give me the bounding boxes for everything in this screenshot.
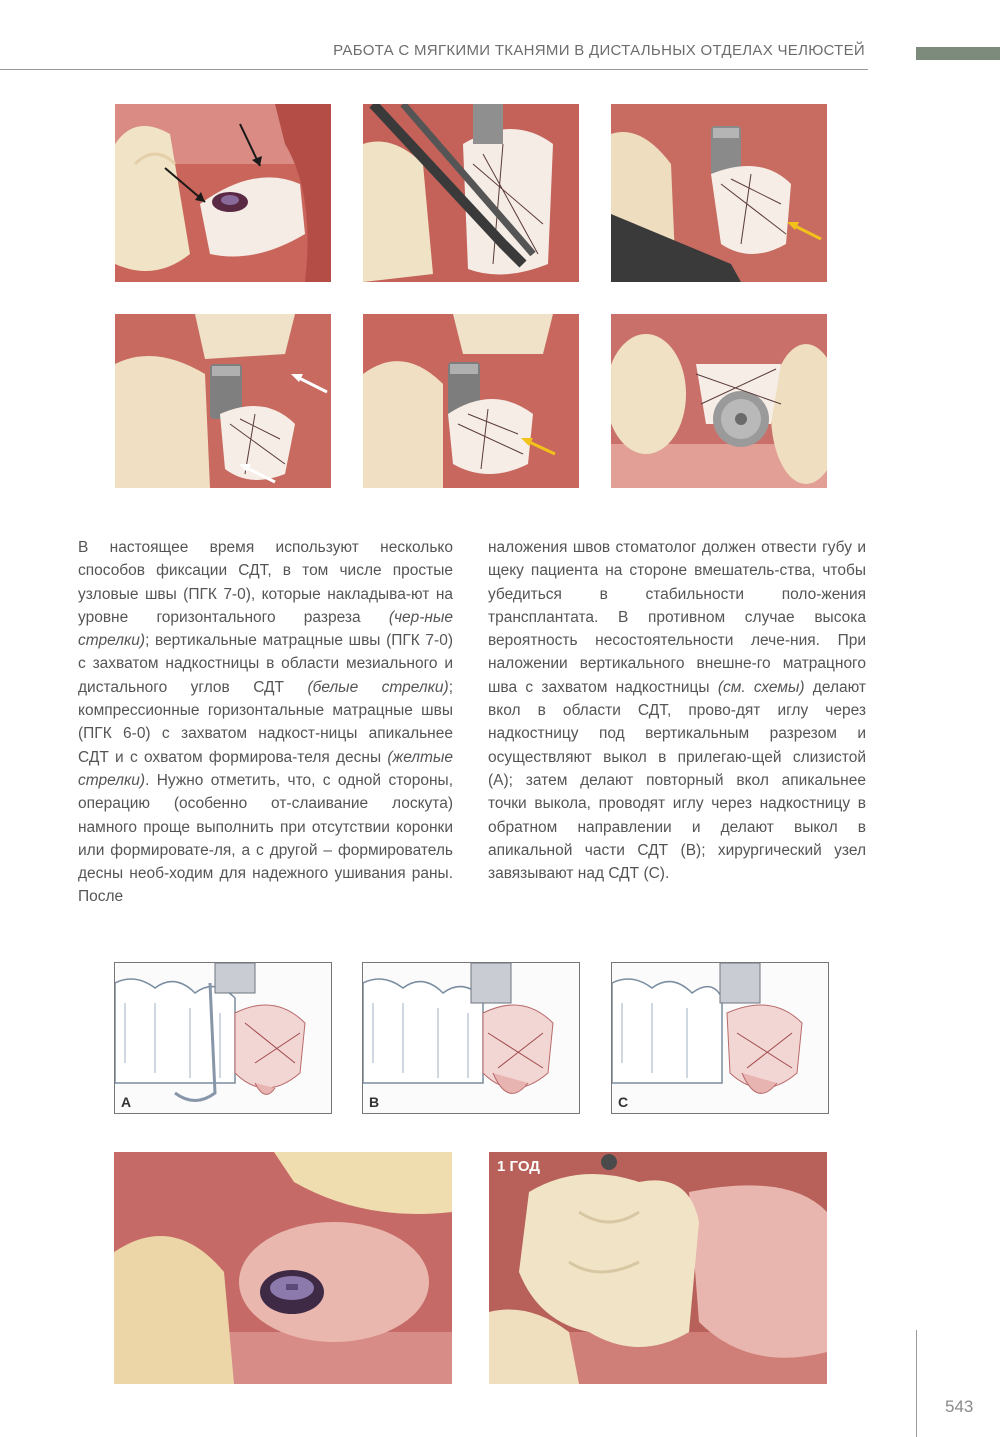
text-column-right — [488, 536, 866, 885]
photo-6-occlusal-view — [611, 314, 827, 488]
diagram-a — [114, 962, 332, 1114]
photo-5-yellow-arrow — [363, 314, 579, 488]
photo-2-suturing-with-forceps — [363, 104, 579, 282]
paragraph-left: В настоящее время используют несколько способов фиксации СДТ, в том числе простые узловые швы (ПГК 7-0), которые накладыва-ют на уровне горизонтального разреза (чер-ные стрелки); вертикальные матрацные швы (ПГК 7-0) с захватом надкостницы в области мезиального и дистального углов СДТ (белые стрелки); компрессионные горизонтальные матрацные швы (ПГК 6-0) с захватом надкост-ницы апикальнее СДТ и с охватом формирова-теля десны (желтые стрелки). Нужно отметить, что, с одной стороны, операцию (особенно от-слаивание лоскута) намного проще выполнить при отсутствии коронки или формировате-ля, а с другой – формирователь десны необ-ходим для надежного ушивания раны. После — [78, 539, 453, 906]
text-column-left — [78, 536, 453, 909]
diagram-c-label: C — [618, 1094, 629, 1110]
paragraph-right: наложения швов стоматолог должен отвести губу и щеку пациента на стороне вмешатель-ства, чтобы убедиться в стабильности поло-жения трансплантата. В противном случае высока вероятность несостоятельности лече-ния. При наложении вертикального внешне-го матрацного шва с захватом надкостницы (см. схемы) делают вкол в области СДТ, прово-дят иглу через надкостницу под вертикальным разрезом и осуществляют выкол в прилегаю-щей слизистой (А); затем делают повторный вкол апикальнее точки выкола, проводят иглу через надкостницу в обратном направлении и делают выкол в апикальной части СДТ (В); хирургический узел завязывают над СДТ (С). — [488, 539, 867, 883]
diagram-c — [611, 962, 829, 1114]
photo-label-one-year: 1 ГОД — [497, 1158, 540, 1175]
diagram-b-label: B — [369, 1094, 380, 1110]
photo-4-white-arrows — [115, 314, 331, 488]
header-accent-bar — [916, 47, 1000, 60]
photo-healing-abutment — [114, 1152, 452, 1384]
page-number: 543 — [945, 1397, 974, 1416]
photo-one-year-crown — [489, 1152, 827, 1384]
running-header: РАБОТА С МЯГКИМИ ТКАНЯМИ В ДИСТАЛЬНЫХ ОТДЕЛАХ ЧЕЛЮСТЕЙ — [333, 42, 865, 59]
diagram-a-label: A — [121, 1094, 132, 1110]
header-rule — [0, 69, 868, 70]
photo-1-flap-with-black-arrows — [115, 104, 331, 282]
photo-3-suture-yellow-arrow — [611, 104, 827, 282]
footer-rule — [916, 1330, 917, 1437]
diagram-b — [362, 962, 580, 1114]
